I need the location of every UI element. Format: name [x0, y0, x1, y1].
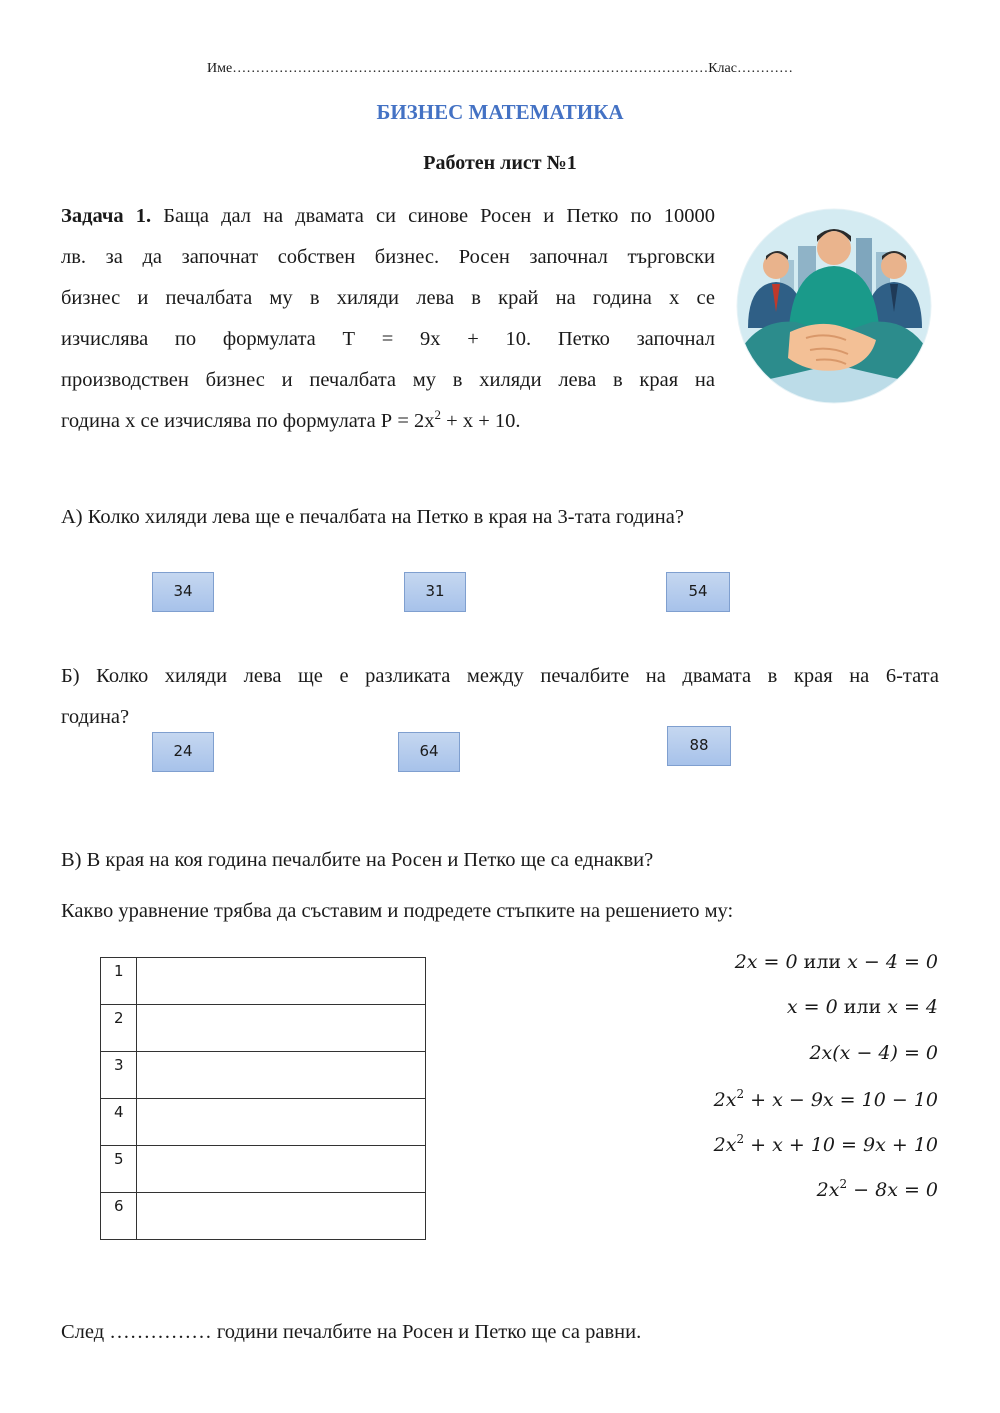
final-answer-sentence: След …………… години печалбите на Росен и Петко ще са равни.	[61, 1321, 642, 1343]
step-number: 3	[101, 1052, 137, 1099]
step-drop-slot-2[interactable]	[137, 1005, 426, 1052]
name-class-line: Име…………………………………………………………………………………………Клас…………	[207, 61, 793, 76]
step-row	[101, 958, 426, 1005]
step-row	[101, 1099, 426, 1146]
task-line-6: година х се изчислява по формулата $Р = 2х^2 + х + 10$.	[61, 407, 521, 432]
equation-card-4[interactable]: $2x^2 + x - 9x = 10 - 10$	[713, 1087, 938, 1111]
question-c-instruction: Какво уравнение трябва да съставим и подредете стъпките на решението му:	[61, 900, 734, 922]
answer-b-option-1[interactable]: 24	[152, 732, 214, 772]
step-number: 5	[101, 1146, 137, 1193]
equation-card-5[interactable]: $2x^2 + x + 10 = 9x + 10$	[713, 1132, 938, 1156]
equation-card-2[interactable]: x = 0 или x = 4	[786, 996, 938, 1018]
task-1-text	[61, 196, 715, 442]
question-c: В) В края на коя година печалбите на Росен и Петко ще са еднакви?	[61, 849, 654, 871]
step-drop-slot-5[interactable]	[137, 1146, 426, 1193]
step-number: 4	[101, 1099, 137, 1146]
task-line-4: изчислява по формулата Т = 9х + 10. Петко започнал	[61, 328, 715, 350]
step-drop-slot-1[interactable]	[137, 958, 426, 1005]
answer-b-option-3[interactable]: 88	[667, 726, 731, 766]
step-drop-slot-4[interactable]	[137, 1099, 426, 1146]
step-row	[101, 1005, 426, 1052]
step-drop-slot-6[interactable]	[137, 1193, 426, 1240]
task-line-3: бизнес и печалбата му в хиляди лева в край на година х се	[61, 287, 715, 309]
question-b-line-1: Б) Колко хиляди лева ще е разликата между печалбите на двамата в края на 6-тата	[61, 665, 939, 687]
answer-a-option-2[interactable]: 31	[404, 572, 466, 612]
worksheet-subtitle: Работен лист №1	[423, 152, 577, 174]
step-number: 6	[101, 1193, 137, 1240]
answer-a-option-1[interactable]: 34	[152, 572, 214, 612]
question-b	[61, 656, 939, 738]
answer-b-option-2[interactable]: 64	[398, 732, 460, 772]
question-b-line-2: година?	[61, 706, 130, 728]
answer-a-option-3[interactable]: 54	[666, 572, 730, 612]
equation-card-1[interactable]: 2x = 0 или x − 4 = 0	[734, 951, 938, 973]
step-row	[101, 1052, 426, 1099]
step-number: 1	[101, 958, 137, 1005]
question-a: А) Колко хиляди лева ще е печалбата на Петко в края на 3-тата година?	[61, 506, 684, 528]
equation-card-6[interactable]: $2x^2 - 8x = 0$	[816, 1177, 938, 1201]
task-line-1: Задача 1. Баща дал на двамата си синове Росен и Петко по 10000	[61, 205, 715, 227]
task-line-2: лв. за да започнат собствен бизнес. Росен започнал търговски	[61, 246, 715, 268]
step-row	[101, 1193, 426, 1240]
task-label: Задача 1.	[61, 205, 152, 227]
solution-steps-table	[100, 957, 426, 1240]
task-line-5: производствен бизнес и печалбата му в хиляди лева в края на	[61, 369, 715, 391]
step-row	[101, 1146, 426, 1193]
equation-card-3[interactable]: 2x(x − 4) = 0	[809, 1042, 938, 1064]
step-drop-slot-3[interactable]	[137, 1052, 426, 1099]
step-number: 2	[101, 1005, 137, 1052]
worksheet-title: БИЗНЕС МАТЕМАТИКА	[376, 100, 624, 124]
business-handshake-illustration	[736, 208, 932, 404]
